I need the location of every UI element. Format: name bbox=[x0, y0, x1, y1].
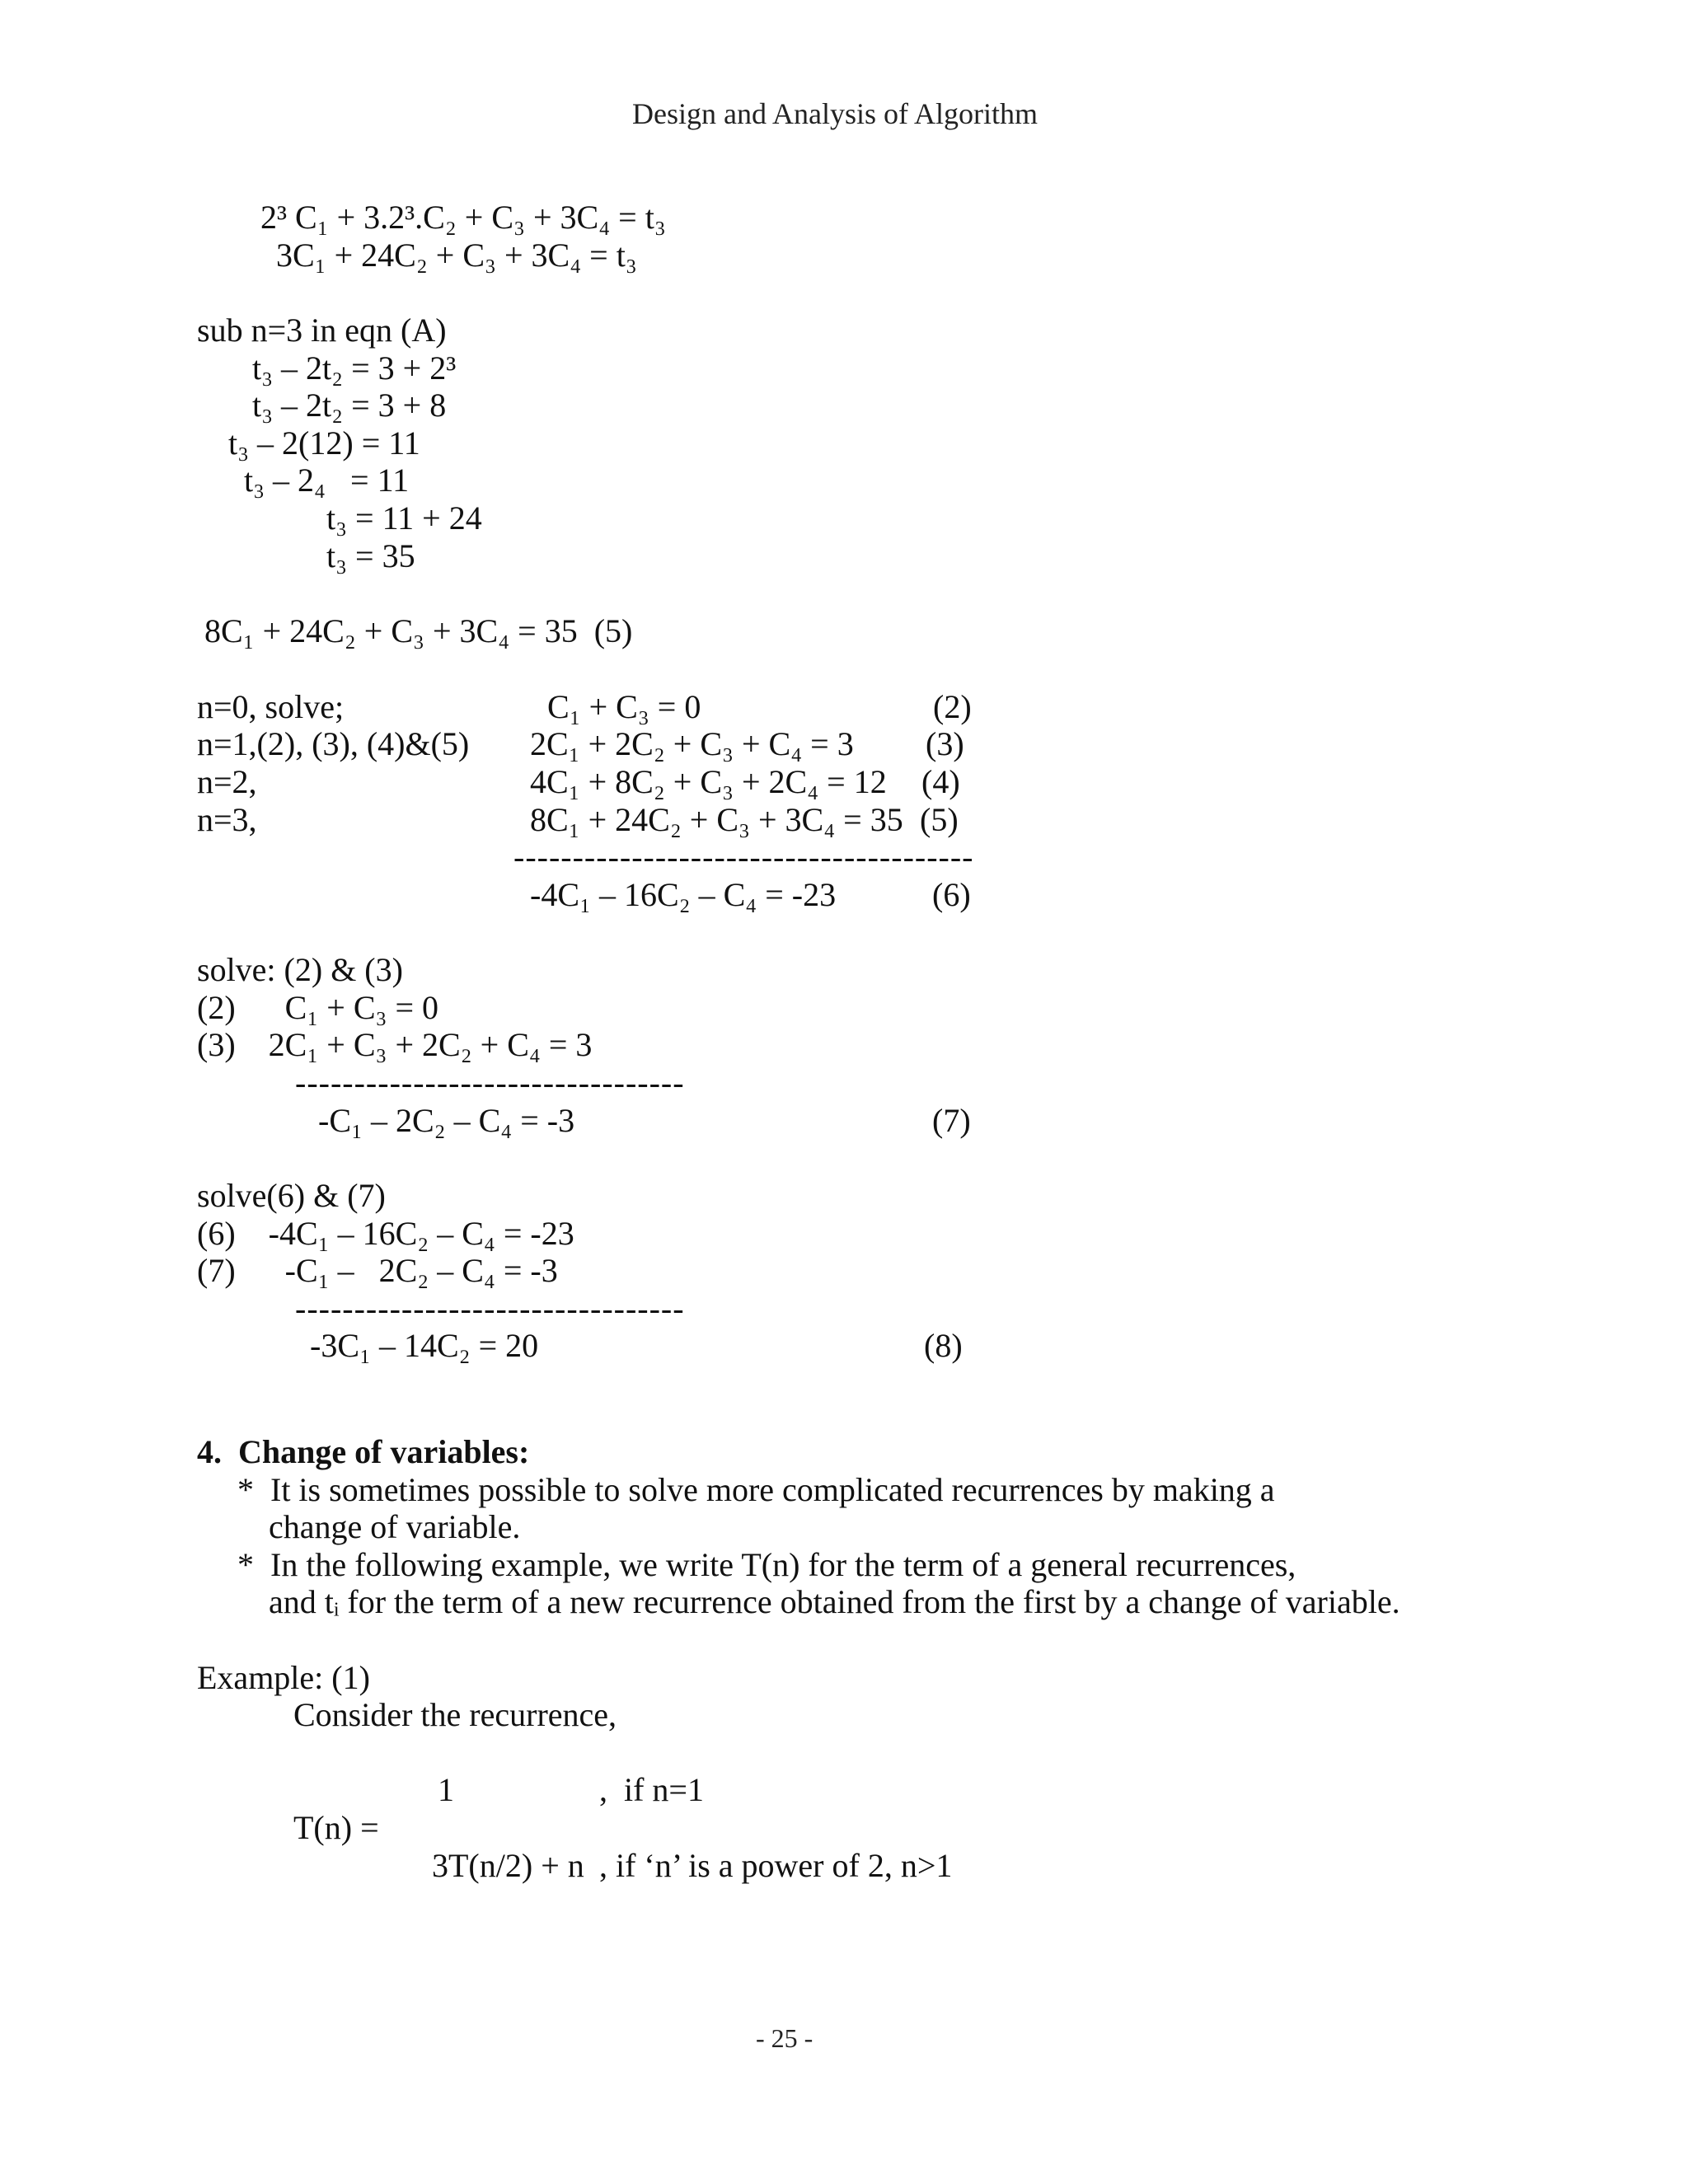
separator-line: --------------------------------- bbox=[295, 1290, 685, 1327]
text-line: solve(6) & (7) bbox=[197, 1177, 386, 1214]
recurrence-case-condition: , if n=1 bbox=[599, 1771, 704, 1808]
recurrence-case-condition: , if ‘n’ is a power of 2, n>1 bbox=[599, 1847, 953, 1884]
text-line: Consider the recurrence, bbox=[293, 1696, 617, 1733]
equation-line: 2³ C₁ + 3.2³.C₂ + C₃ + 3C₄ = t₃ bbox=[260, 199, 666, 236]
equation-line: (7) -C₁ – 2C₂ – C₄ = -3 bbox=[197, 1252, 558, 1289]
equation-line: 3C₁ + 24C₂ + C₃ + 3C₄ = t₃ bbox=[276, 237, 637, 274]
bullet-item-continuation: and tᵢ for the term of a new recurrence obtained from the first by a change of variable. bbox=[269, 1583, 1400, 1620]
equation-line: t₃ – 2t₂ = 3 + 8 bbox=[252, 387, 447, 424]
equation-line: -4C₁ – 16C₂ – C₄ = -23 bbox=[530, 876, 837, 913]
equation-line: (3) 2C₁ + C₃ + 2C₂ + C₄ = 3 bbox=[197, 1026, 593, 1063]
recurrence-case-value: 1 bbox=[438, 1771, 454, 1808]
equation-line: t₃ – 2(12) = 11 bbox=[228, 424, 420, 462]
equation-line: 4C₁ + 8C₂ + C₃ + 2C₄ = 12 bbox=[530, 763, 887, 800]
text-line: n=1,(2), (3), (4)&(5) bbox=[197, 725, 470, 762]
bullet-item-continuation: change of variable. bbox=[269, 1508, 521, 1545]
equation-line: t₃ = 11 + 24 bbox=[326, 499, 482, 537]
equation-line: (6) -4C₁ – 16C₂ – C₄ = -23 bbox=[197, 1215, 574, 1252]
equation-number: (8) bbox=[924, 1327, 963, 1364]
equation-number: (5) bbox=[920, 801, 959, 838]
equation-line: t₃ – 2t₂ = 3 + 2³ bbox=[252, 349, 457, 387]
text-line: Example: (1) bbox=[197, 1659, 370, 1696]
text-line: solve: (2) & (3) bbox=[197, 951, 403, 988]
equation-line: 8C₁ + 24C₂ + C₃ + 3C₄ = 35 bbox=[530, 801, 903, 838]
section-heading: 4. Change of variables: bbox=[197, 1433, 530, 1470]
equation-line: t₃ = 35 bbox=[326, 537, 415, 574]
equation-line: 2C₁ + 2C₂ + C₃ + C₄ = 3 bbox=[530, 725, 854, 762]
separator-line: --------------------------------------- bbox=[513, 838, 974, 875]
text-line: sub n=3 in eqn (A) bbox=[197, 312, 447, 349]
equation-number: (4) bbox=[921, 763, 960, 800]
equation-line: t₃ – 2₄ = 11 bbox=[244, 462, 410, 499]
text-line: n=2, bbox=[197, 763, 257, 800]
bullet-item: * In the following example, we write T(n) for the term of a general recurrences, bbox=[237, 1546, 1296, 1583]
text-line: n=0, solve; bbox=[197, 688, 345, 725]
text-line: n=3, bbox=[197, 801, 257, 838]
page-header: Design and Analysis of Algorithm bbox=[632, 97, 1038, 130]
equation-line: 8C₁ + 24C₂ + C₃ + 3C₄ = 35 (5) bbox=[204, 612, 633, 649]
recurrence-lhs: T(n) = bbox=[293, 1809, 379, 1846]
bullet-item: * It is sometimes possible to solve more complicated recurrences by making a bbox=[237, 1471, 1275, 1508]
equation-number: (2) bbox=[933, 688, 972, 725]
separator-line: --------------------------------- bbox=[295, 1064, 685, 1101]
recurrence-case-value: 3T(n/2) + n bbox=[432, 1847, 584, 1884]
page-number: - 25 - bbox=[756, 2023, 814, 2053]
equation-number: (3) bbox=[926, 725, 964, 762]
equation-line: (2) C₁ + C₃ = 0 bbox=[197, 989, 439, 1026]
equation-line: -3C₁ – 14C₂ = 20 bbox=[310, 1327, 539, 1364]
equation-number: (6) bbox=[932, 876, 971, 913]
equation-line: -C₁ – 2C₂ – C₄ = -3 bbox=[318, 1102, 575, 1139]
equation-line: C₁ + C₃ = 0 bbox=[547, 688, 701, 725]
equation-number: (7) bbox=[932, 1102, 971, 1139]
